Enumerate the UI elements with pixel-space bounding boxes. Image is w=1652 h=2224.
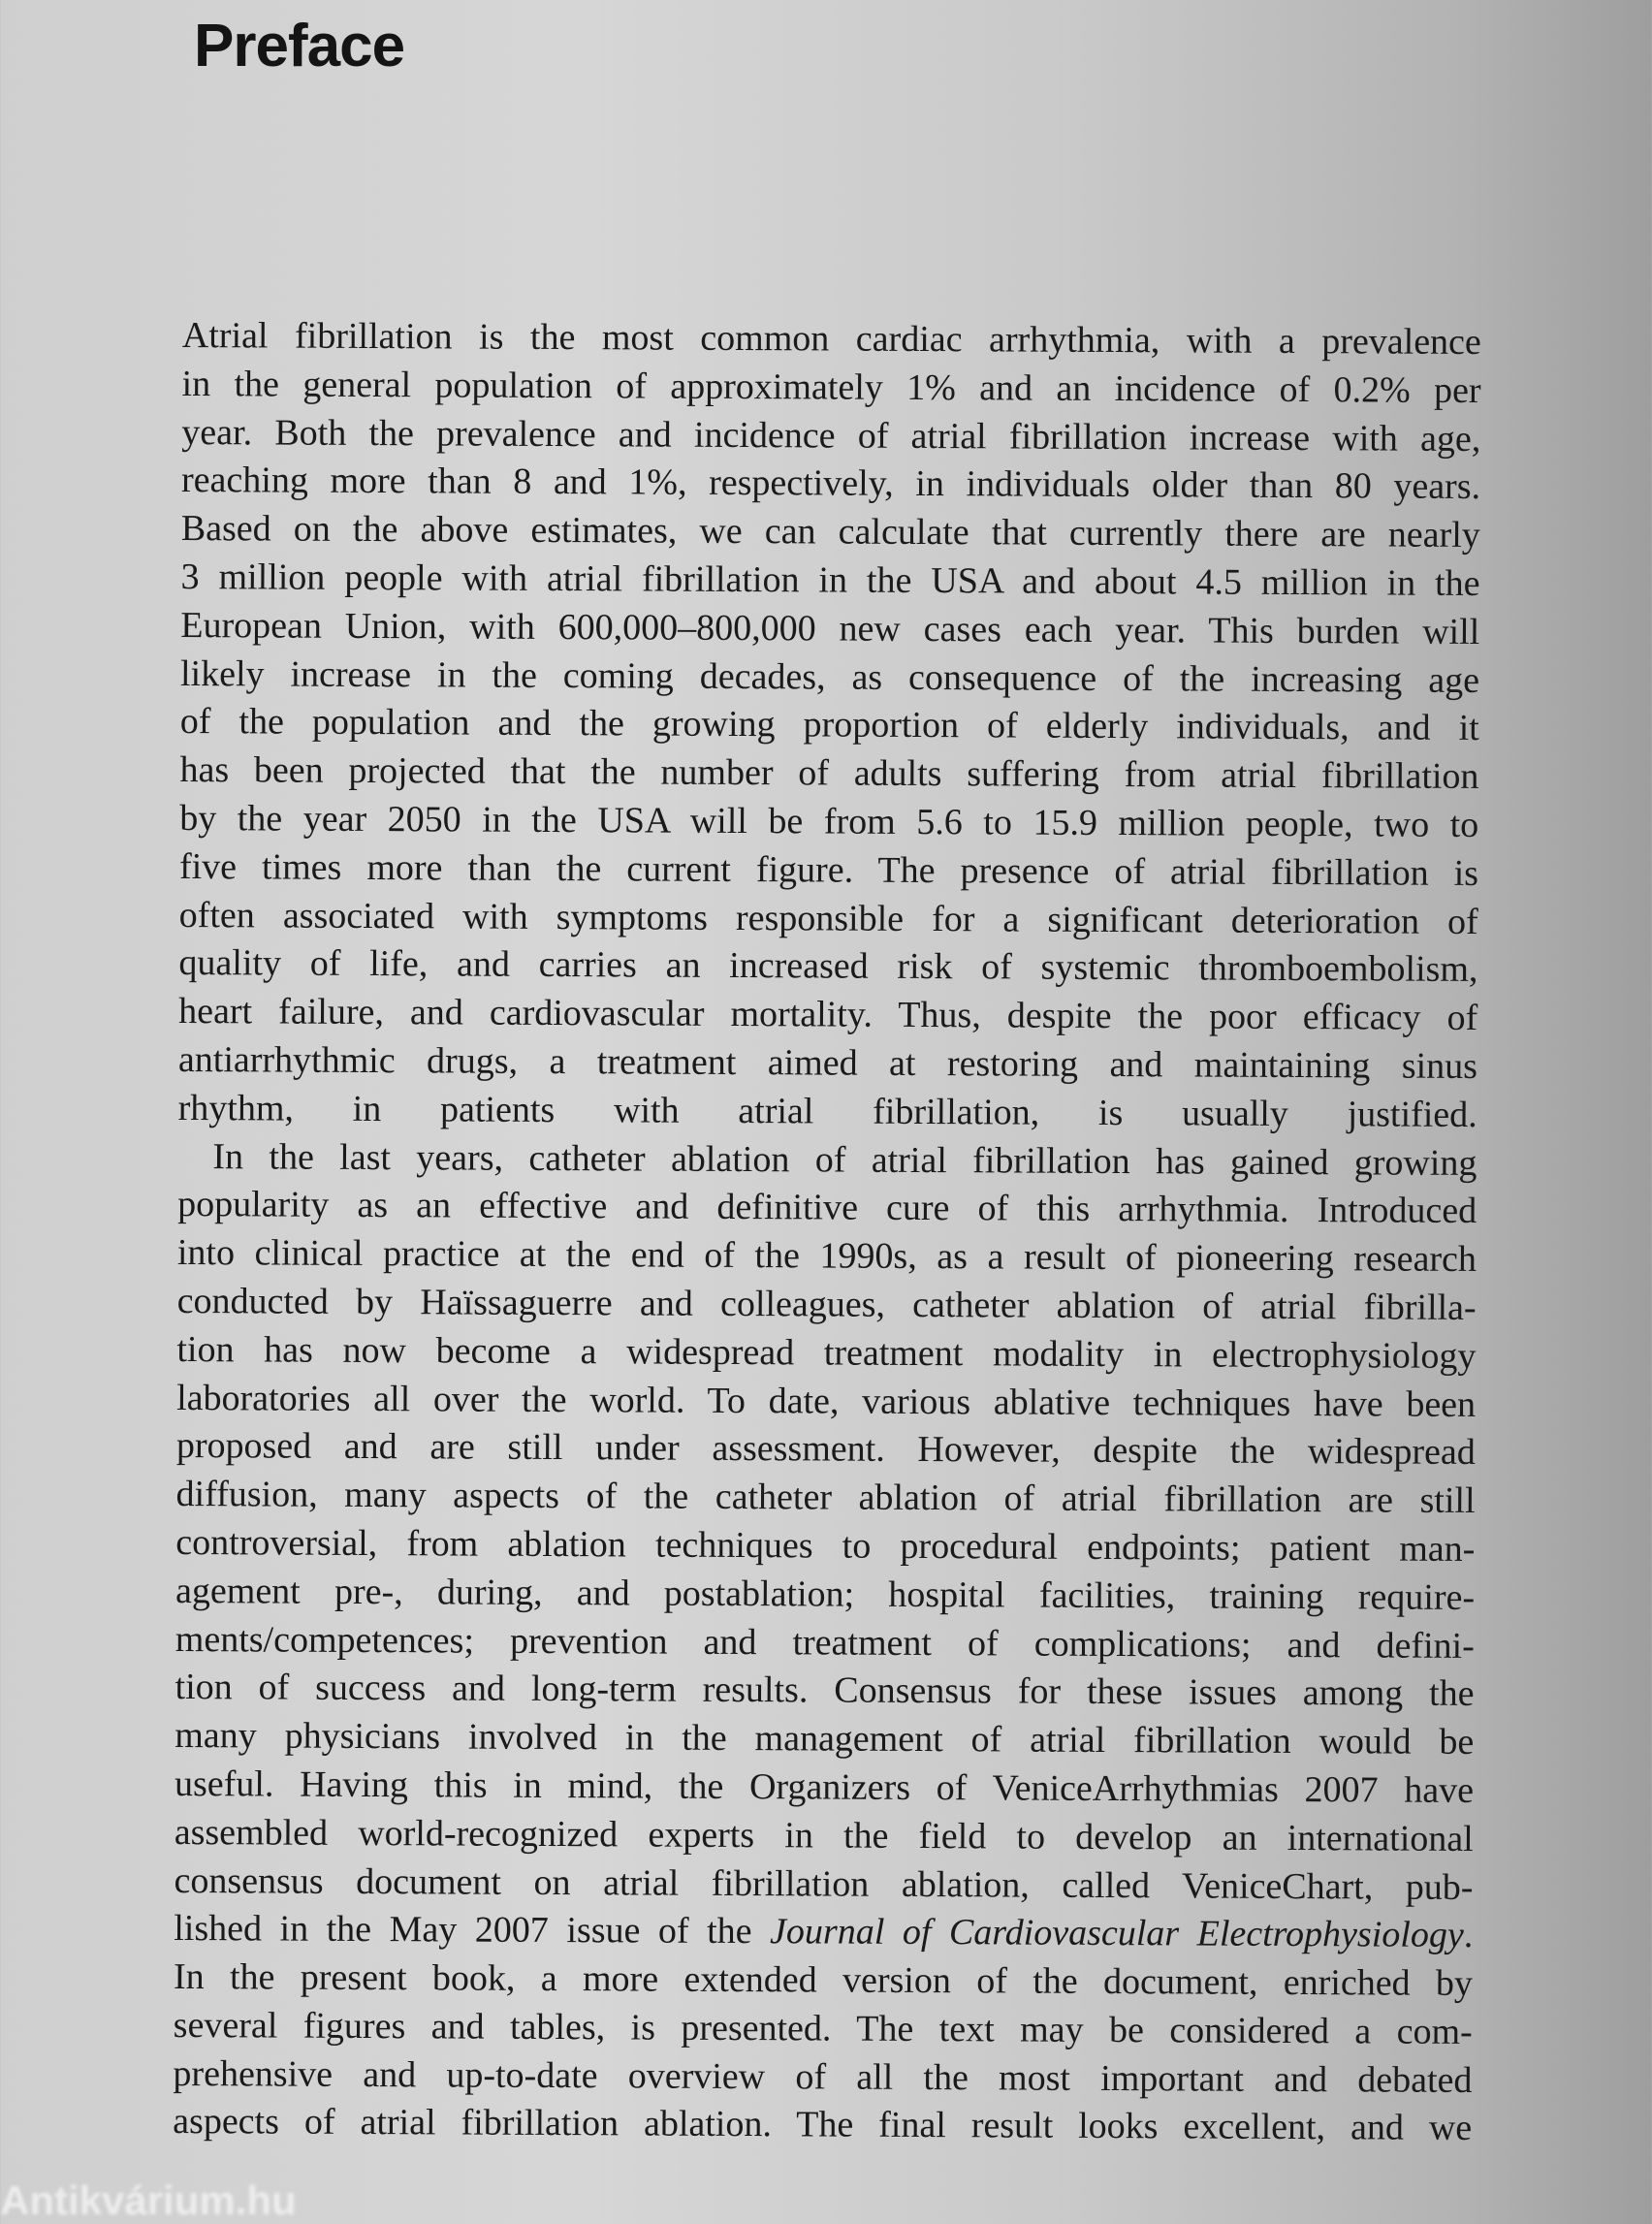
page-title: Preface xyxy=(194,13,405,79)
text-line: conducted by Haïssaguerre and colleagues, catheter ablation of atrial fibrilla- xyxy=(176,1280,1477,1328)
text-line: five times more than the current figure. The presence of atrial fibrillation is xyxy=(178,845,1479,894)
text-line: In the last years, catheter ablation of atrial fibrillation has gained growing xyxy=(212,1135,1477,1184)
text-line: agement pre-, during, and postablation; hospital facilities, training require- xyxy=(175,1570,1476,1618)
text-line: diffusion, many aspects of the catheter ablation of atrial fibrillation are still xyxy=(175,1474,1476,1522)
text-line: Atrial fibrillation is the most common cardiac arrhythmia, with a prevalence xyxy=(181,314,1481,364)
text-line: consensus document on atrial fibrillation ablation, called VeniceChart, pub- xyxy=(174,1859,1474,1908)
text-line: In the present book, a more extended version of the document, enriched by xyxy=(173,1956,1474,2005)
text-line: many physicians involved in the management of atrial fibrillation would be xyxy=(175,1715,1475,1763)
text-line: of the population and the growing proportion of elderly individuals, and it xyxy=(179,701,1479,749)
text-line: often associated with symptoms responsible for a significant deterioration of xyxy=(178,894,1478,942)
text-line: rhythm, in patients with atrial fibrillation, is usually justified. xyxy=(177,1087,1477,1135)
text-line: reaching more than 8 and 1%, respectively, in individuals older than 80 years. xyxy=(180,460,1481,508)
text-line: European Union, with 600,000–800,000 new cases each year. This burden will xyxy=(180,604,1480,652)
watermark: Antikvárium.hu xyxy=(0,2177,297,2223)
text-line: in the general population of approximately 1% and an incidence of 0.2% per xyxy=(181,363,1481,411)
text-line: assembled world-recognized experts in the field to develop an international xyxy=(174,1811,1474,1859)
text-line: ments/competences; prevention and treatment of complications; and defini- xyxy=(175,1618,1475,1667)
text-line: 3 million people with atrial fibrillation in the USA and about 4.5 million in the xyxy=(180,556,1480,604)
text-line: useful. Having this in mind, the Organizers of VeniceArrhythmias 2007 have xyxy=(174,1763,1475,1811)
text-line: laboratories all over the world. To date, various ablative techniques have been xyxy=(176,1377,1477,1425)
text-line: tion of success and long-term results. Consensus for these issues among the xyxy=(175,1667,1475,1715)
text-line: antiarrhythmic drugs, a treatment aimed at restoring and maintaining sinus xyxy=(177,1038,1478,1087)
text-line: tion has now become a widespread treatment modality in electrophysiology xyxy=(176,1328,1477,1377)
text-line: year. Both the prevalence and incidence of atrial fibrillation increase with age, xyxy=(181,411,1481,460)
text-line: quality of life, and carries an increased risk of systemic thromboembolism, xyxy=(178,942,1478,991)
paragraph-1 xyxy=(178,312,1481,1140)
text-line: into clinical practice at the end of the 1990s, as a result of pioneering research xyxy=(176,1232,1477,1281)
journal-title: Journal of Cardiovascular Electrophysiology xyxy=(770,1911,1464,1956)
text-line: aspects of atrial fibrillation ablation. The final result looks excellent, and we xyxy=(173,2101,1473,2149)
text-line: controversial, from ablation techniques to procedural endpoints; patient man- xyxy=(175,1521,1476,1570)
text-line: heart failure, and cardiovascular mortality. Thus, despite the poor efficacy of xyxy=(178,991,1478,1039)
text-line: popularity as an effective and definitive cure of this arrhythmia. Introduced xyxy=(177,1184,1477,1232)
paragraph-2 xyxy=(174,1133,1477,1913)
preface-body xyxy=(173,312,1481,2153)
text-line: proposed and are still under assessment. However, despite the widespread xyxy=(175,1425,1476,1474)
text-line: prehensive and up-to-date overview of all the most important and debated xyxy=(173,2052,1473,2101)
text-line: Based on the above estimates, we can calculate that currently there are nearly xyxy=(180,508,1480,556)
paragraph-2-continued xyxy=(173,1954,1473,2153)
text-line: by the year 2050 in the USA will be from 5.6 to 15.9 million people, two to xyxy=(179,797,1479,845)
text-line: several figures and tables, is presented. The text may be considered a com- xyxy=(173,2004,1473,2052)
text-line-journal: lished in the May 2007 issue of the Journal of Cardiovascular Electrophysiology. xyxy=(174,1908,1474,1956)
text-line: likely increase in the coming decades, as consequence of the increasing age xyxy=(179,652,1480,701)
text-line: has been projected that the number of adults suffering from atrial fibrillation xyxy=(179,749,1479,798)
